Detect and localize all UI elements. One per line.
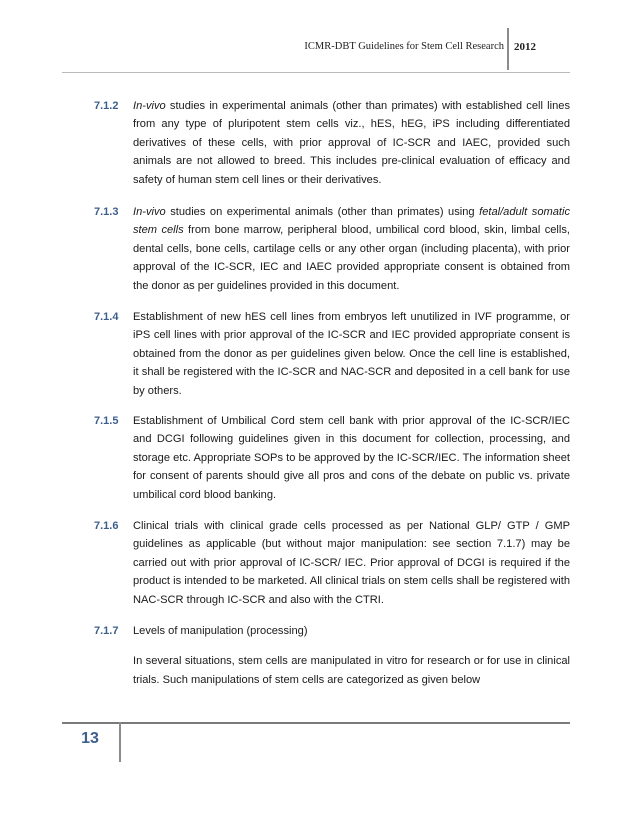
footer-divider <box>119 722 121 762</box>
section-number: 7.1.4 <box>94 311 119 323</box>
section-text: Clinical trials with clinical grade cells processed as per National GLP/ GTP / GMP guidelines as applicable (but without major manipulation: see section 7.1.7) may be carried out with prior approval of IC-SCR/ IEC. Prior approval of DCGI is required if the product is intended to be marketed. All clinical trials on stem cells shall be registered with NAC-SCR through IC-SCR and also with the CTRI. <box>133 520 570 606</box>
section-7-1-3 <box>94 203 570 295</box>
section-number: 7.1.2 <box>94 100 119 112</box>
section-text-run: fetal/adult somatic stem cells <box>133 206 570 237</box>
header-rule <box>62 72 570 73</box>
section-number: 7.1.7 <box>94 625 119 637</box>
section-text-run: from bone marrow, peripheral blood, umbilical cord blood, skin, limbal cells, dental cells, bone cells, cartilage cells or any other organ (including placenta), with prior approval of the IC-SCR, IEC and IAEC provided appropriate consent is obtained from the donor as per guidelines provided in this document. <box>133 224 570 292</box>
section-text <box>133 97 570 189</box>
section-number: 7.1.5 <box>94 415 119 427</box>
section-text <box>133 622 570 689</box>
section-number: 7.1.3 <box>94 206 119 218</box>
header-title: ICMR-DBT Guidelines for Stem Cell Research <box>304 41 504 52</box>
section-text <box>133 203 570 295</box>
section-text-run: studies on experimental animals (other than primates) using <box>165 206 480 218</box>
section-7-1-6 <box>94 517 570 609</box>
page-number: 13 <box>81 730 99 747</box>
section-text-run: studies in experimental animals (other than primates) with established cell lines from any type of pluripotent stem cells viz., hES, hEG, iPS including differentiated derivatives of these cells, with prior approval of IC-SCR and IAEC, provided such animals are not allowed to breed. This includes pre-clinical evaluation of efficacy and safety of human stem cell lines or their derivatives. <box>133 100 570 186</box>
footer-rule <box>62 722 570 724</box>
section-7-1-2 <box>94 97 570 189</box>
section-title: Levels of manipulation (processing) <box>133 625 308 637</box>
section-number: 7.1.6 <box>94 520 119 532</box>
section-paragraph: In several situations, stem cells are manipulated in vitro for research or for use in clinical trials. Such manipulations of stem cells are categorized as given below <box>133 655 570 686</box>
section-text-run: In-vivo <box>133 100 166 112</box>
section-text: Establishment of Umbilical Cord stem cell bank with prior approval of the IC-SCR/IEC and DCGI following guidelines given in this document for collection, processing, and storage etc. Appropriate SOPs to be approved by the IC-SCR/IEC. The information sheet for consent of parents should give all pros and cons of the debate on public vs. private umbilical cord blood banking. <box>133 415 570 501</box>
section-text: Establishment of new hES cell lines from embryos left unutilized in IVF programme, or iPS cell lines with prior approval of the IC-SCR and IEC provided appropriate consent is obtained from the donor as per guidelines given below. Once the cell line is established, it shall be registered with the IC-SCR and NAC-SCR and deposited in a cell bank for use by others. <box>133 311 570 397</box>
section-7-1-7 <box>94 622 570 689</box>
header-divider <box>507 28 509 70</box>
header-year: 2012 <box>514 41 536 53</box>
section-7-1-5 <box>94 412 570 504</box>
section-7-1-4 <box>94 308 570 400</box>
section-text-run: In-vivo <box>133 206 166 218</box>
